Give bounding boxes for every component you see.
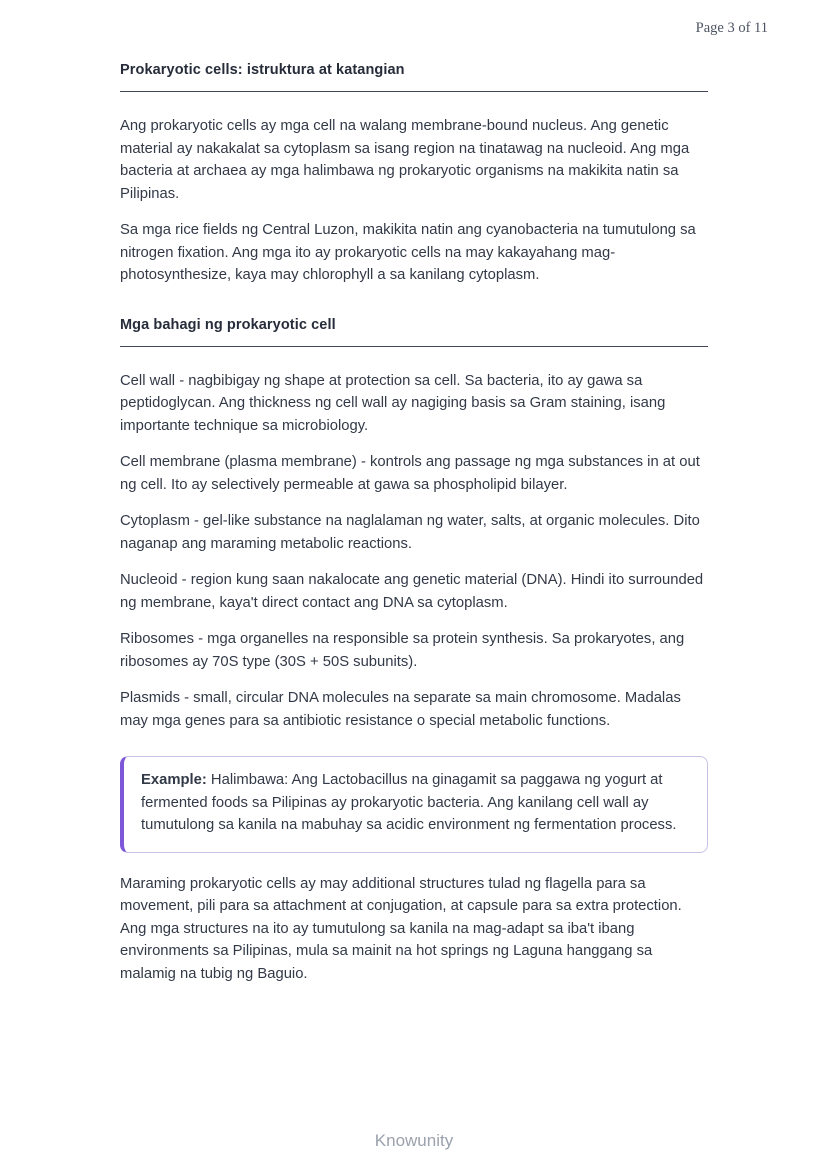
example-text: Halimbawa: Ang Lactobacillus na ginagamit sa paggawa ng yogurt at fermented foods sa Pilipinas ay prokaryotic bacteria. Ang kanilang cell wall ay tumutulong sa kanila na mabuhay sa acidic environment ng fermentation process. xyxy=(141,772,677,833)
document-content xyxy=(120,62,708,985)
example-paragraph xyxy=(141,769,687,837)
paragraph-ribosomes: Ribosomes - mga organelles na responsible sa protein synthesis. Sa prokaryotes, ang ribosomes ay 70S type (30S + 50S subunits). xyxy=(120,631,685,670)
paragraph-nucleoid: Nucleoid - region kung saan nakalocate ang genetic material (DNA). Hindi ito surrounded ng membrane, kaya't direct contact ang DNA sa cytoplasm. xyxy=(120,572,704,611)
example-box xyxy=(120,756,708,853)
section-divider xyxy=(120,91,708,92)
paragraph: Ang prokaryotic cells ay mga cell na walang membrane-bound nucleus. Ang genetic material ay nakakalat sa cytoplasm sa isang region na tinatawag na nucleoid. Ang mga bacteria at archaea ay mga halimbawa ng prokaryotic organisms na makikita natin sa Pilipinas. xyxy=(120,118,690,202)
section-cell-parts xyxy=(120,317,708,733)
paragraph-cytoplasm: Cytoplasm - gel-like substance na naglalaman ng water, salts, at organic molecules. Dito naganap ang maraming metabolic reactions. xyxy=(120,513,700,552)
page-indicator: Page 3 of 11 xyxy=(695,20,768,36)
paragraph-cell-wall: Cell wall - nagbibigay ng shape at protection sa cell. Sa bacteria, ito ay gawa sa peptidoglycan. Ang thickness ng cell wall ay nagiging basis sa Gram staining, isang importante technique sa microbiology. xyxy=(120,372,666,434)
example-label: Example: xyxy=(141,772,207,788)
section-title: Mga bahagi ng prokaryotic cell xyxy=(120,316,336,333)
paragraph-plasmids: Plasmids - small, circular DNA molecules na separate sa main chromosome. Madalas may mga genes para sa antibiotic resistance o special metabolic functions. xyxy=(120,690,681,729)
footer-brand-logo: Knowunity xyxy=(374,1131,454,1150)
section-title: Prokaryotic cells: istruktura at katangian xyxy=(120,62,405,78)
section-prokaryotic-cells xyxy=(120,62,708,287)
paragraph-cell-membrane: Cell membrane (plasma membrane) - kontrols ang passage ng mga substances in at out ng cell. Ito ay selectively permeable at gawa sa phospholipid bilayer. xyxy=(120,454,700,493)
section-divider xyxy=(120,346,708,347)
paragraph: Sa mga rice fields ng Central Luzon, makikita natin ang cyanobacteria na tumutulong sa nitrogen fixation. Ang mga ito ay prokaryotic cells na may kakayahang mag-photosynthesize, kaya may chlorophyll a sa kanilang cytoplasm. xyxy=(120,222,696,283)
closing-paragraph: Maraming prokaryotic cells ay may additional structures tulad ng flagella para sa movement, pili para sa attachment at conjugation, at capsule para sa extra protection. Ang mga structures na ito ay tumutulong sa kanila na mag-adapt sa iba't ibang environments sa Pilipinas, mula sa mainit na hot springs ng Laguna hanggang sa malamig na tubig ng Baguio. xyxy=(120,875,682,982)
